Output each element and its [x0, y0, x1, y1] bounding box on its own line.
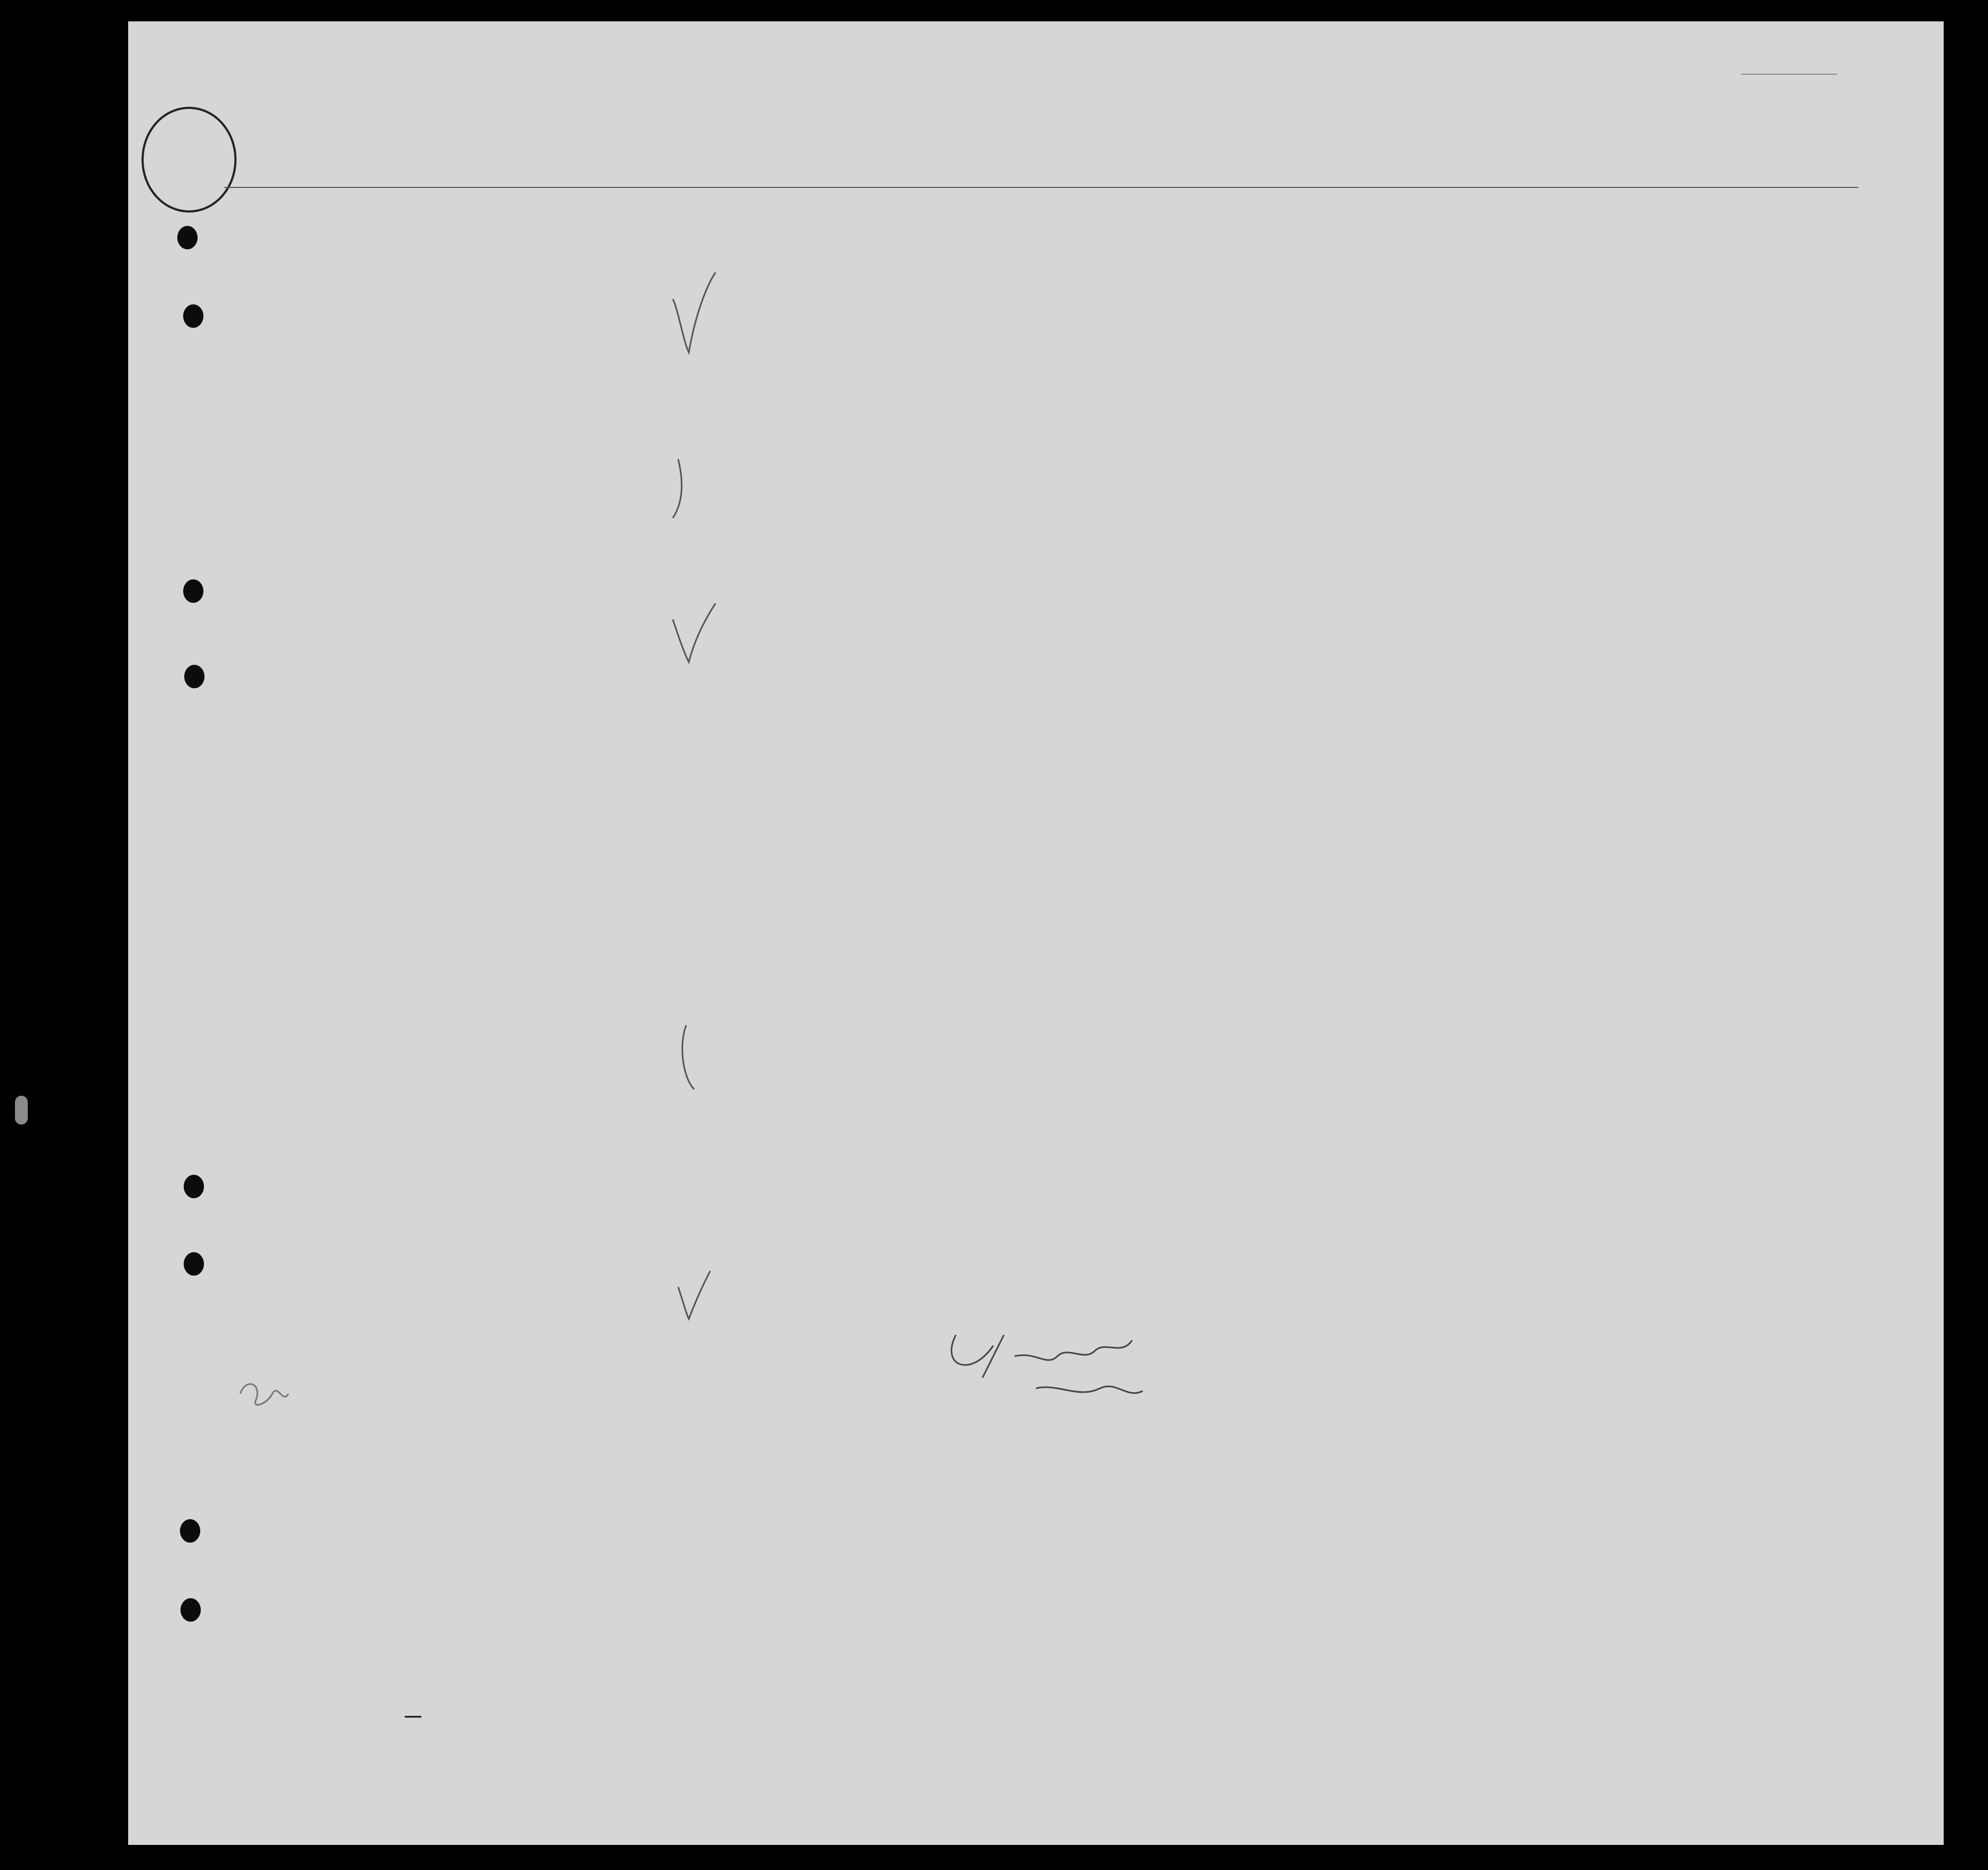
punch-hole [183, 579, 203, 603]
manifest-page [128, 21, 1944, 1845]
punch-hole [180, 1598, 201, 1622]
punch-hole [184, 1175, 204, 1198]
punch-hole [184, 1252, 204, 1276]
punch-hole [177, 226, 198, 249]
punch-hole [184, 665, 205, 688]
punch-hole [183, 304, 203, 328]
handwritten-checkmarks [128, 21, 1944, 1845]
punch-hole [180, 1519, 200, 1543]
notice-dash: — [405, 1706, 421, 1725]
manifest-sheet [128, 21, 1944, 1845]
scan-smudge [15, 1096, 28, 1125]
